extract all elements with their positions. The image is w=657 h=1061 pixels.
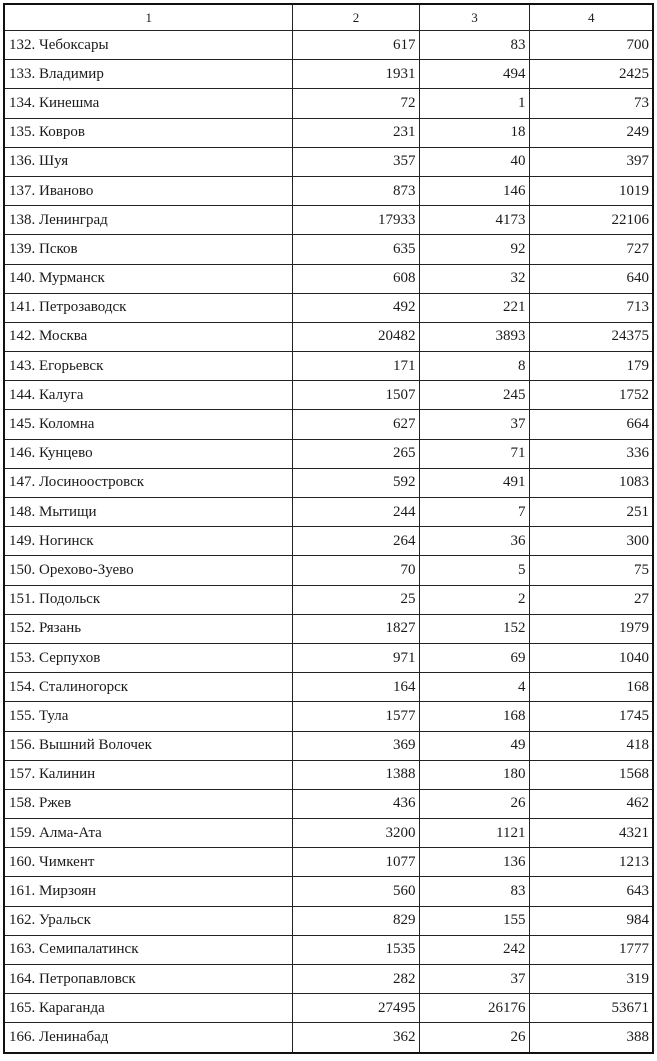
table-row	[4, 877, 653, 906]
table-row	[4, 89, 653, 118]
column-4-cell: 388	[529, 1023, 653, 1053]
table-row	[4, 585, 653, 614]
column-3-cell: 180	[419, 760, 529, 789]
column-3-cell: 2	[419, 585, 529, 614]
column-3-cell: 245	[419, 381, 529, 410]
city-name-cell: 148. Мытищи	[4, 498, 292, 527]
table-row	[4, 527, 653, 556]
column-3-cell: 92	[419, 235, 529, 264]
column-3-cell: 1	[419, 89, 529, 118]
column-2-cell: 1535	[292, 935, 419, 964]
column-2-cell: 3200	[292, 819, 419, 848]
column-4-cell: 27	[529, 585, 653, 614]
column-2-cell: 1507	[292, 381, 419, 410]
column-4-cell: 2425	[529, 60, 653, 89]
table-row	[4, 848, 653, 877]
column-2-cell: 592	[292, 468, 419, 497]
column-4-cell: 53671	[529, 994, 653, 1023]
column-3-cell: 40	[419, 147, 529, 176]
column-4-cell: 1213	[529, 848, 653, 877]
column-2-cell: 244	[292, 498, 419, 527]
table-row	[4, 118, 653, 147]
column-2-cell: 164	[292, 673, 419, 702]
column-2-cell: 72	[292, 89, 419, 118]
table-row	[4, 410, 653, 439]
table-row	[4, 206, 653, 235]
table-row	[4, 176, 653, 205]
city-name-cell: 150. Орехово-Зуево	[4, 556, 292, 585]
table-row	[4, 819, 653, 848]
column-4-cell: 1752	[529, 381, 653, 410]
column-3-cell: 26	[419, 789, 529, 818]
table-row	[4, 965, 653, 994]
city-name-cell: 162. Уральск	[4, 906, 292, 935]
city-name-cell: 156. Вышний Волочек	[4, 731, 292, 760]
column-2-cell: 971	[292, 643, 419, 672]
column-3-cell: 7	[419, 498, 529, 527]
table-row	[4, 556, 653, 585]
table-row	[4, 614, 653, 643]
column-4-cell: 1040	[529, 643, 653, 672]
table-row	[4, 235, 653, 264]
table-row	[4, 789, 653, 818]
column-2-cell: 873	[292, 176, 419, 205]
table-row	[4, 468, 653, 497]
column-4-cell: 984	[529, 906, 653, 935]
column-4-cell: 168	[529, 673, 653, 702]
column-3-cell: 1121	[419, 819, 529, 848]
column-2-cell: 171	[292, 352, 419, 381]
column-3-cell: 4173	[419, 206, 529, 235]
column-2-cell: 70	[292, 556, 419, 585]
table-row	[4, 264, 653, 293]
column-3-cell: 8	[419, 352, 529, 381]
table-row	[4, 673, 653, 702]
column-3-cell: 36	[419, 527, 529, 556]
column-3-cell: 37	[419, 965, 529, 994]
column-3-cell: 5	[419, 556, 529, 585]
column-4-cell: 1019	[529, 176, 653, 205]
column-2-cell: 1931	[292, 60, 419, 89]
column-2-cell: 231	[292, 118, 419, 147]
column-2-cell: 265	[292, 439, 419, 468]
column-4-cell: 4321	[529, 819, 653, 848]
column-4-cell: 418	[529, 731, 653, 760]
table-row	[4, 702, 653, 731]
column-2-cell: 829	[292, 906, 419, 935]
column-3-cell: 37	[419, 410, 529, 439]
city-name-cell: 141. Петрозаводск	[4, 293, 292, 322]
column-3-cell: 69	[419, 643, 529, 672]
city-name-cell: 157. Калинин	[4, 760, 292, 789]
table-row	[4, 293, 653, 322]
column-2-cell: 617	[292, 31, 419, 60]
city-name-cell: 161. Мирзоян	[4, 877, 292, 906]
column-3-cell: 221	[419, 293, 529, 322]
city-name-cell: 145. Коломна	[4, 410, 292, 439]
column-2-cell: 27495	[292, 994, 419, 1023]
city-name-cell: 151. Подольск	[4, 585, 292, 614]
column-2-cell: 1827	[292, 614, 419, 643]
city-name-cell: 159. Алма-Ата	[4, 819, 292, 848]
table-row	[4, 352, 653, 381]
column-2-cell: 492	[292, 293, 419, 322]
column-4-cell: 713	[529, 293, 653, 322]
city-name-cell: 137. Иваново	[4, 176, 292, 205]
city-name-cell: 158. Ржев	[4, 789, 292, 818]
header-row	[4, 4, 653, 31]
data-table	[3, 3, 654, 1054]
city-name-cell: 155. Тула	[4, 702, 292, 731]
city-name-cell: 164. Петропавловск	[4, 965, 292, 994]
city-name-cell: 134. Кинешма	[4, 89, 292, 118]
city-name-cell: 152. Рязань	[4, 614, 292, 643]
column-4-cell: 727	[529, 235, 653, 264]
column-3-cell: 32	[419, 264, 529, 293]
column-4-cell: 462	[529, 789, 653, 818]
column-3-cell: 155	[419, 906, 529, 935]
column-4-cell: 336	[529, 439, 653, 468]
column-4-cell: 397	[529, 147, 653, 176]
column-3-cell: 494	[419, 60, 529, 89]
city-name-cell: 163. Семипалатинск	[4, 935, 292, 964]
column-2-cell: 1577	[292, 702, 419, 731]
column-4-cell: 664	[529, 410, 653, 439]
column-4-cell: 643	[529, 877, 653, 906]
column-3-cell: 4	[419, 673, 529, 702]
column-2-cell: 282	[292, 965, 419, 994]
table-row	[4, 147, 653, 176]
column-3-cell: 3893	[419, 322, 529, 351]
document-page	[3, 3, 652, 1054]
column-3-cell: 26176	[419, 994, 529, 1023]
city-name-cell: 132. Чебоксары	[4, 31, 292, 60]
table-row	[4, 935, 653, 964]
city-name-cell: 136. Шуя	[4, 147, 292, 176]
city-name-cell: 147. Лосиноостровск	[4, 468, 292, 497]
column-3-cell: 168	[419, 702, 529, 731]
column-4-cell: 179	[529, 352, 653, 381]
column-3-cell: 152	[419, 614, 529, 643]
column-2-cell: 264	[292, 527, 419, 556]
column-3-cell: 18	[419, 118, 529, 147]
city-name-cell: 165. Караганда	[4, 994, 292, 1023]
column-4-cell: 700	[529, 31, 653, 60]
city-name-cell: 146. Кунцево	[4, 439, 292, 468]
column-2-cell: 1077	[292, 848, 419, 877]
column-2-cell: 627	[292, 410, 419, 439]
column-4-cell: 1777	[529, 935, 653, 964]
column-2-cell: 560	[292, 877, 419, 906]
table-row	[4, 439, 653, 468]
column-2-cell: 25	[292, 585, 419, 614]
city-name-cell: 154. Сталиногорск	[4, 673, 292, 702]
column-2-cell: 436	[292, 789, 419, 818]
column-2-cell: 357	[292, 147, 419, 176]
city-name-cell: 142. Москва	[4, 322, 292, 351]
city-name-cell: 135. Ковров	[4, 118, 292, 147]
city-name-cell: 153. Серпухов	[4, 643, 292, 672]
table-header	[4, 4, 653, 31]
city-name-cell: 149. Ногинск	[4, 527, 292, 556]
column-2-cell: 635	[292, 235, 419, 264]
column-4-cell: 640	[529, 264, 653, 293]
city-name-cell: 160. Чимкент	[4, 848, 292, 877]
table-row	[4, 322, 653, 351]
column-header-1: 1	[4, 4, 292, 31]
column-4-cell: 1083	[529, 468, 653, 497]
column-4-cell: 1745	[529, 702, 653, 731]
city-name-cell: 140. Мурманск	[4, 264, 292, 293]
table-row	[4, 994, 653, 1023]
column-2-cell: 369	[292, 731, 419, 760]
column-3-cell: 146	[419, 176, 529, 205]
table-row	[4, 498, 653, 527]
column-4-cell: 73	[529, 89, 653, 118]
column-2-cell: 362	[292, 1023, 419, 1053]
table-row	[4, 31, 653, 60]
column-3-cell: 26	[419, 1023, 529, 1053]
table-row	[4, 760, 653, 789]
table-row	[4, 60, 653, 89]
table-row	[4, 906, 653, 935]
column-2-cell: 608	[292, 264, 419, 293]
column-3-cell: 136	[419, 848, 529, 877]
city-name-cell: 138. Ленинград	[4, 206, 292, 235]
column-header-2: 2	[292, 4, 419, 31]
table-row	[4, 643, 653, 672]
city-name-cell: 144. Калуга	[4, 381, 292, 410]
table-row	[4, 1023, 653, 1053]
column-3-cell: 49	[419, 731, 529, 760]
table-row	[4, 731, 653, 760]
column-header-3: 3	[419, 4, 529, 31]
column-3-cell: 491	[419, 468, 529, 497]
table-body	[4, 31, 653, 1053]
table-row	[4, 381, 653, 410]
column-4-cell: 251	[529, 498, 653, 527]
column-4-cell: 300	[529, 527, 653, 556]
column-2-cell: 1388	[292, 760, 419, 789]
column-header-4: 4	[529, 4, 653, 31]
column-4-cell: 319	[529, 965, 653, 994]
column-3-cell: 242	[419, 935, 529, 964]
column-4-cell: 1979	[529, 614, 653, 643]
column-2-cell: 20482	[292, 322, 419, 351]
column-4-cell: 24375	[529, 322, 653, 351]
column-4-cell: 1568	[529, 760, 653, 789]
column-4-cell: 249	[529, 118, 653, 147]
column-3-cell: 83	[419, 31, 529, 60]
city-name-cell: 133. Владимир	[4, 60, 292, 89]
column-3-cell: 83	[419, 877, 529, 906]
city-name-cell: 166. Ленинабад	[4, 1023, 292, 1053]
column-4-cell: 75	[529, 556, 653, 585]
city-name-cell: 139. Псков	[4, 235, 292, 264]
city-name-cell: 143. Егорьевск	[4, 352, 292, 381]
column-4-cell: 22106	[529, 206, 653, 235]
column-2-cell: 17933	[292, 206, 419, 235]
column-3-cell: 71	[419, 439, 529, 468]
